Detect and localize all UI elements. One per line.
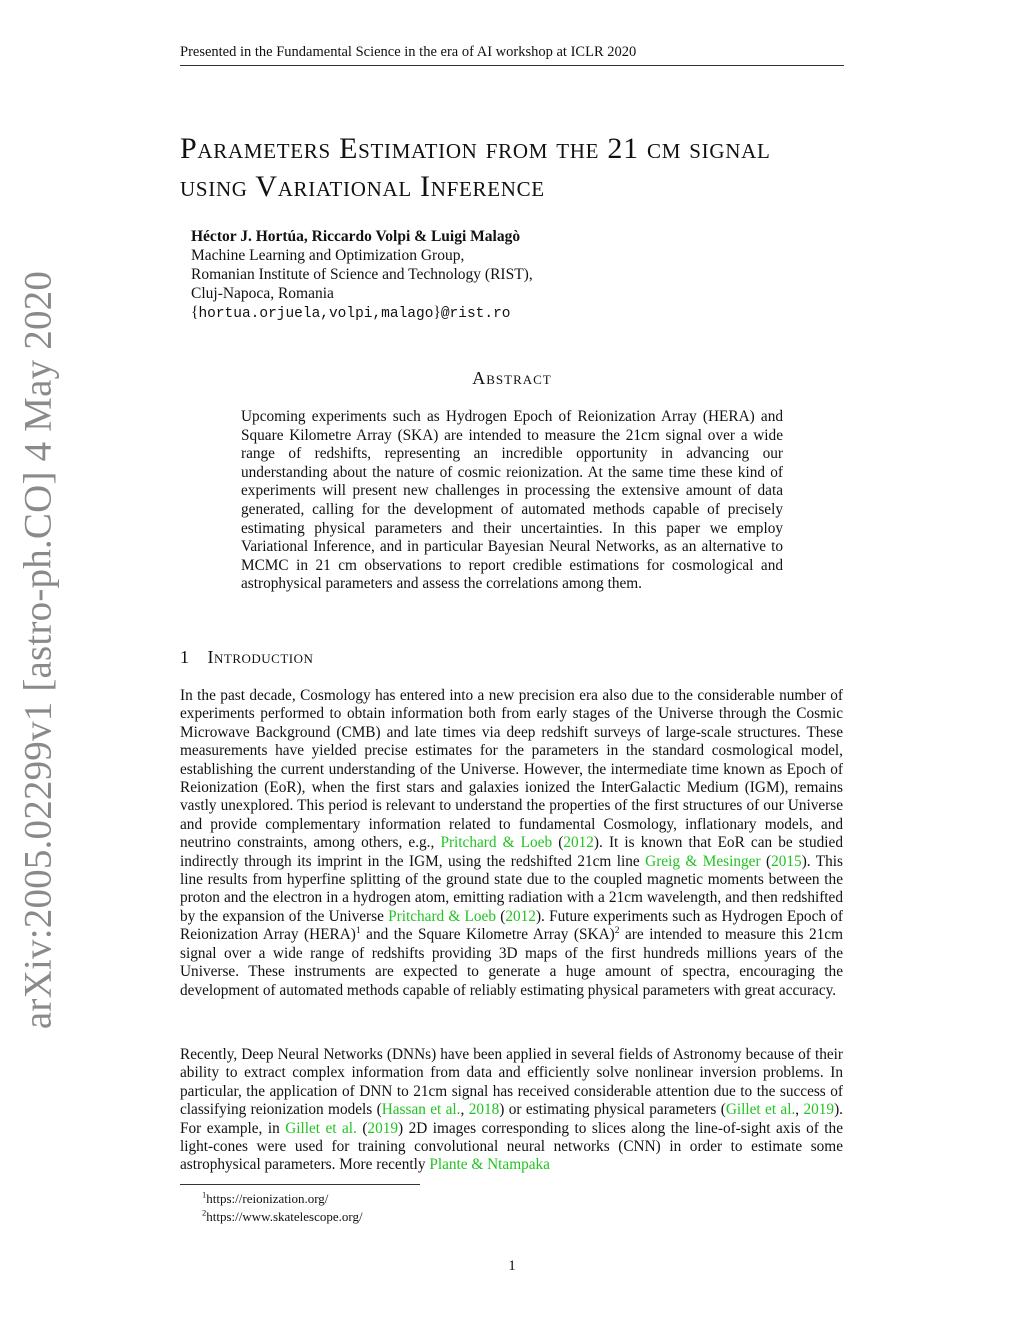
citation-link[interactable]: Plante & Ntampaka bbox=[429, 1156, 550, 1174]
text-run: are intended to measure this 21cm signal over a wide range of redshifts providing 3D maps of the first hundreds millions years of the Universe. These instruments are expected to generate a huge amount of spectra, encouraging the development of automated methods capable of reliably estimating physical parameters with great accuracy. bbox=[180, 926, 843, 999]
affiliation-line-1: Machine Learning and Optimization Group, bbox=[191, 247, 465, 264]
text-run: ( bbox=[552, 834, 564, 852]
footnote-marker-2[interactable]: 2 bbox=[614, 926, 620, 937]
section-title: Introduction bbox=[207, 647, 314, 667]
intro-paragraph-2 bbox=[180, 1046, 843, 1175]
email-brace-open: { bbox=[191, 304, 199, 321]
title-line-1: Parameters Estimation from the 21 cm signal bbox=[180, 132, 771, 165]
citation-link[interactable]: Hassan et al. bbox=[381, 1101, 461, 1119]
footnote-marker-1[interactable]: 1 bbox=[355, 926, 361, 937]
footnote-url[interactable]: https://www.skatelescope.org/ bbox=[206, 1209, 363, 1224]
paper-title bbox=[180, 130, 860, 206]
citation-link[interactable]: Greig & Mesinger bbox=[645, 852, 761, 870]
text-run: ) or estimating physical parameters ( bbox=[499, 1101, 726, 1119]
citation-link[interactable]: Gillet et al. bbox=[285, 1119, 357, 1137]
citation-year-link[interactable]: 2018 bbox=[468, 1101, 500, 1119]
title-line-2: using Variational Inference bbox=[180, 170, 545, 203]
arxiv-stamp-container bbox=[14, 270, 62, 1030]
text-run: , bbox=[460, 1101, 469, 1119]
intro-paragraph-1 bbox=[180, 687, 843, 1000]
citation-link[interactable]: Gillet et al. bbox=[725, 1101, 796, 1119]
text-run: Recently, Deep Neural Networks (DNNs) have been applied in several fields of Astronomy because of their ability to extract complex information from data and efficiently solve nonlinear inversion problems. In particular, the application of DNN to 21cm signal has received considerable attention due to the success of classifying reionization models ( bbox=[180, 1046, 843, 1119]
text-run: ( bbox=[760, 852, 772, 870]
author-emails bbox=[191, 303, 791, 324]
citation-link[interactable]: Pritchard & Loeb bbox=[388, 907, 496, 925]
text-run: ( bbox=[356, 1119, 368, 1137]
running-header: Presented in the Fundamental Science in the era of AI workshop at ICLR 2020 bbox=[180, 44, 844, 66]
text-run: ). Future experiments such as Hydrogen Epoch of Reionization Array (HERA) bbox=[180, 907, 844, 944]
section-number: 1 bbox=[180, 647, 190, 667]
footnote-url[interactable]: https://reionization.org/ bbox=[206, 1191, 329, 1206]
affiliation-line-2: Romanian Institute of Science and Technology (RIST), bbox=[191, 266, 533, 283]
text-run: and the Square Kilometre Array (SKA) bbox=[360, 926, 615, 944]
citation-link[interactable]: Pritchard & Loeb bbox=[440, 834, 553, 852]
citation-year-link[interactable]: 2012 bbox=[505, 907, 536, 925]
text-run: ). This line results from hyperfine splitting of the ground state due to the coupled magnetic moments between the proton and the electron in a hydrogen atom, emitting radiation with a 21cm wavelength, and then redshifted by the expansion of the Universe bbox=[180, 852, 843, 925]
footnote-mark: 1 bbox=[202, 1189, 207, 1200]
citation-year-link[interactable]: 2012 bbox=[563, 834, 594, 852]
author-names: Héctor J. Hortúa, Riccardo Volpi & Luigi Malagò bbox=[191, 228, 521, 245]
text-run: ( bbox=[496, 907, 506, 925]
email-brace-close: } bbox=[433, 304, 441, 321]
citation-year-link[interactable]: 2019 bbox=[803, 1101, 835, 1119]
text-run: In the past decade, Cosmology has entered into a new precision era also due to the considerable number of experiments performed to obtain information both from early stages of the Universe through the Cosmic Microwave Background (CMB) and late times via deep redshift surveys of large-scale structures. These measurements have yielded precise estimates for the parameters in the standard cosmological model, establishing the current understanding of the Universe. However, the intermediate time known as Epoch of Reionization (EoR), when the first stars and galaxies ionized the InterGalactic Medium (IGM), remains vastly unexplored. This period is relevant to understand the properties of the first structures of our Universe and provide complementary information related to fundamental Cosmology, inflationary models, and neutrino constraints, among others, e.g., bbox=[180, 687, 843, 852]
email-domain: @rist.ro bbox=[440, 306, 511, 322]
text-run: ). It is known that EoR can be studied indirectly through its imprint in the IGM, using the redshifted 21cm line bbox=[180, 834, 843, 870]
text-run: , bbox=[795, 1101, 804, 1119]
section-heading-introduction bbox=[180, 647, 313, 668]
abstract-heading: Abstract bbox=[472, 368, 552, 388]
footnote-2 bbox=[202, 1209, 363, 1224]
email-users: hortua.orjuela,volpi,malago bbox=[198, 306, 434, 322]
text-run: ). For example, in bbox=[180, 1101, 843, 1137]
affiliation-line-3: Cluj-Napoca, Romania bbox=[191, 285, 334, 302]
arxiv-stamp[interactable]: arXiv:2005.02299v1 [astro-ph.CO] 4 May 2020 bbox=[16, 270, 60, 1030]
abstract-text: Upcoming experiments such as Hydrogen Epoch of Reionization Array (HERA) and Square Kilometre Array (SKA) are intended to measure the 21cm signal over a wide range of redshifts, representing an incredible opportunity in advancing our understanding about the nature of cosmic reionization. At the same time these kind of experiments will present new challenges in processing the extensive amount of data generated, calling for the development of automated methods capable of precisely estimating physical parameters and their uncertainties. In this paper we employ Variational Inference, and in particular Bayesian Neural Networks, as an alternative to MCMC in 21 cm observations to report credible estimations for cosmological and astrophysical parameters and assess the correlations among them. bbox=[241, 408, 783, 593]
text-run: ) 2D images corresponding to slices along the line-of-sight axis of the light-cones were used for training convolutional neural networks (CNN) in order to estimate some astrophysical parameters. More recently bbox=[180, 1119, 843, 1174]
footnote-mark: 2 bbox=[202, 1207, 207, 1218]
footnote-divider bbox=[180, 1184, 420, 1185]
citation-year-link[interactable]: 2015 bbox=[771, 852, 802, 870]
author-block bbox=[191, 227, 791, 324]
page-number: 1 bbox=[508, 1258, 516, 1274]
citation-year-link[interactable]: 2019 bbox=[367, 1119, 399, 1137]
footnote-1 bbox=[202, 1191, 328, 1206]
